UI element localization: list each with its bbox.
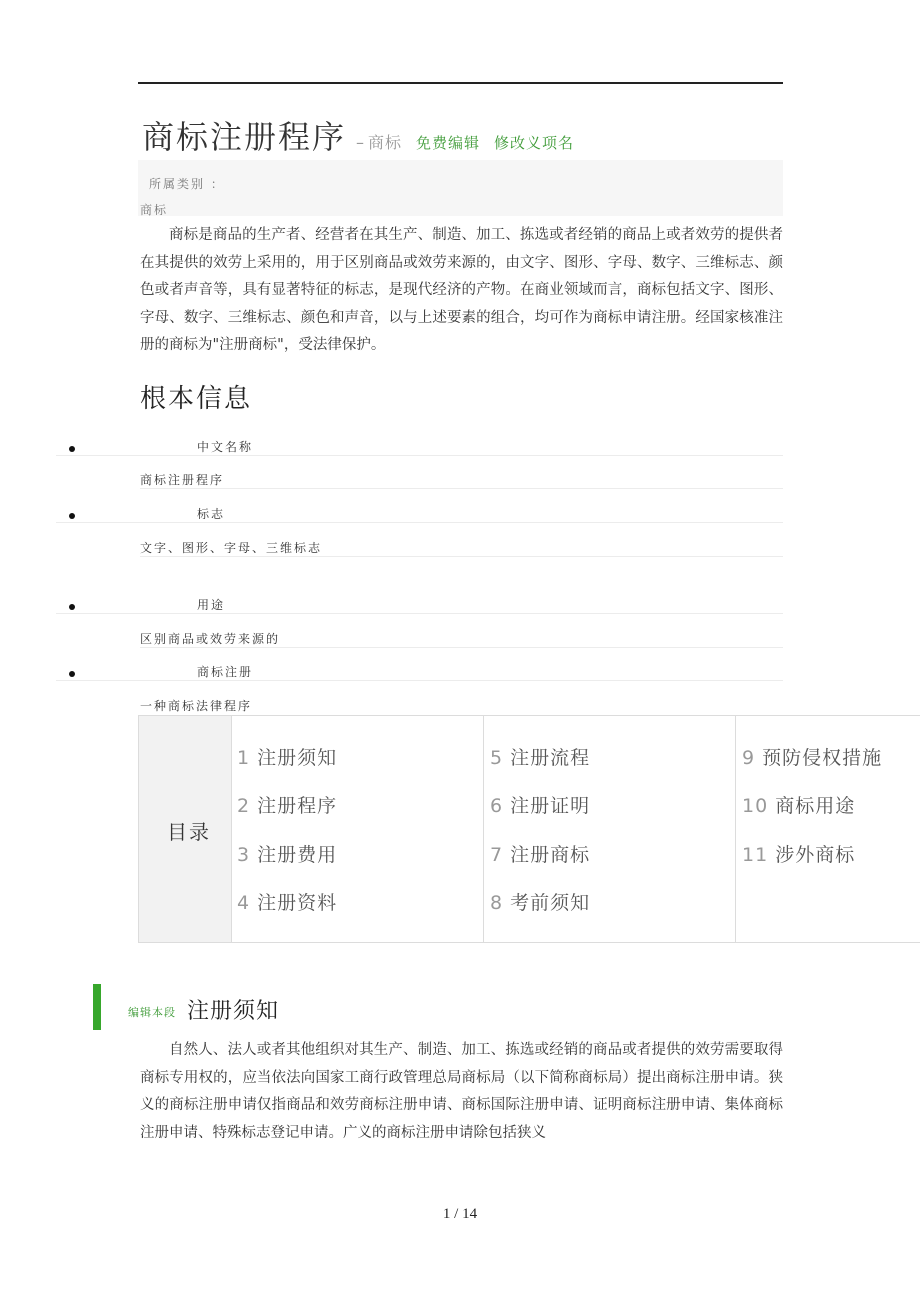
intro-paragraph: 商标是商品的生产者、经营者在其生产、制造、加工、拣选或者经销的商品上或者效劳的提供者在其提供的效劳上采用的，用于区别商品或效劳来源的，由文字、图形、字母、数字、三维标志、颜色或者声音等，具有显著特征的标志，是现代经济的产物。在商业领域而言，商标包括文字、图形、字母、数字、三维标志、颜色和声音，以与上述要素的组合，均可作为商标申请注册。经国家核准注册的商标为"注册商标"，受法律保护。 (140, 227, 783, 353)
toc-item[interactable] (490, 791, 590, 818)
divider (56, 680, 783, 681)
toc-item[interactable] (490, 840, 590, 867)
divider (56, 613, 783, 614)
category-link[interactable]: 商标 (368, 133, 403, 152)
toc-text: 预防侵权措施 (762, 747, 883, 769)
toc-number: 7 (490, 844, 504, 866)
toc-text: 涉外商标 (775, 844, 856, 866)
divider (140, 647, 783, 648)
title-row (142, 112, 574, 158)
toc-text: 注册须知 (257, 747, 338, 769)
field-name: 商标注册 (197, 665, 254, 679)
page-title: 商标注册程序 (142, 118, 347, 156)
field-value: 文字、图形、字母、三维标志 (140, 541, 323, 555)
divider (56, 522, 783, 523)
table-of-contents (138, 715, 920, 943)
toc-column-3 (736, 716, 920, 942)
toc-number: 8 (490, 892, 504, 914)
toc-text: 商标用途 (775, 795, 856, 817)
toc-number: 9 (742, 747, 756, 769)
section-paragraph: 自然人、法人或者其他组织对其生产、制造、加工、拣选或经销的商品或者提供的效劳需要取得商标专用权的，应当依法向国家工商行政管理总局商标局（以下简称商标局）提出商标注册申请。狭义的商标注册申请仅指商品和效劳商标注册申请、商标国际注册申请、证明商标注册申请、集体商标注册申请、特殊标志登记申请。广义的商标注册申请除包括狭义 (140, 1042, 783, 1141)
free-edit-link[interactable]: 免费编辑 (416, 134, 481, 152)
toc-item[interactable] (237, 840, 337, 867)
category-label: 所属类别 ： (149, 177, 225, 191)
toc-text: 注册流程 (510, 747, 591, 769)
field-name: 标志 (197, 507, 226, 521)
toc-text: 注册费用 (257, 844, 338, 866)
bullet-icon (69, 446, 75, 452)
rename-link[interactable]: 修改义项名 (494, 134, 575, 152)
toc-text: 注册程序 (257, 795, 338, 817)
toc-number: 10 (742, 795, 769, 817)
toc-number: 2 (237, 795, 251, 817)
edit-section-link[interactable]: 编辑本段 (128, 1006, 176, 1019)
field-name: 用途 (197, 598, 226, 612)
toc-label: 目录 (167, 820, 211, 844)
toc-number: 1 (237, 747, 251, 769)
toc-item[interactable] (742, 791, 855, 818)
field-value: 区别商品或效劳来源的 (140, 632, 281, 646)
toc-header (139, 716, 232, 942)
bullet-icon (69, 513, 75, 519)
toc-text: 注册商标 (510, 844, 591, 866)
section-accent-bar (93, 984, 101, 1030)
toc-item[interactable] (742, 743, 882, 770)
top-rule (138, 82, 783, 84)
field-value: 一种商标法律程序 (140, 699, 253, 713)
bullet-icon (69, 671, 75, 677)
toc-number: 4 (237, 892, 251, 914)
title-separator: – (356, 133, 365, 152)
toc-text: 注册证明 (510, 795, 591, 817)
category-value[interactable]: 商标 (140, 203, 169, 217)
field-name: 中文名称 (197, 440, 254, 454)
toc-text: 注册资料 (257, 892, 338, 914)
toc-column-2 (484, 716, 736, 942)
toc-number: 6 (490, 795, 504, 817)
section-title: 注册须知 (187, 999, 280, 1024)
divider (56, 455, 783, 456)
divider (140, 556, 783, 557)
toc-column-1 (231, 716, 484, 942)
toc-item[interactable] (237, 743, 337, 770)
bullet-icon (69, 604, 75, 610)
toc-number: 3 (237, 844, 251, 866)
page-number: 1 / 14 (442, 1206, 478, 1222)
basic-info-heading: 根本信息 (140, 384, 253, 414)
toc-number: 11 (742, 844, 769, 866)
category-box (138, 160, 783, 216)
toc-item[interactable] (237, 888, 337, 915)
field-value: 商标注册程序 (140, 473, 225, 487)
toc-item[interactable] (490, 743, 590, 770)
toc-item[interactable] (490, 888, 590, 915)
toc-item[interactable] (742, 840, 855, 867)
toc-item[interactable] (237, 791, 337, 818)
toc-text: 考前须知 (510, 892, 591, 914)
divider (140, 488, 783, 489)
toc-number: 5 (490, 747, 504, 769)
